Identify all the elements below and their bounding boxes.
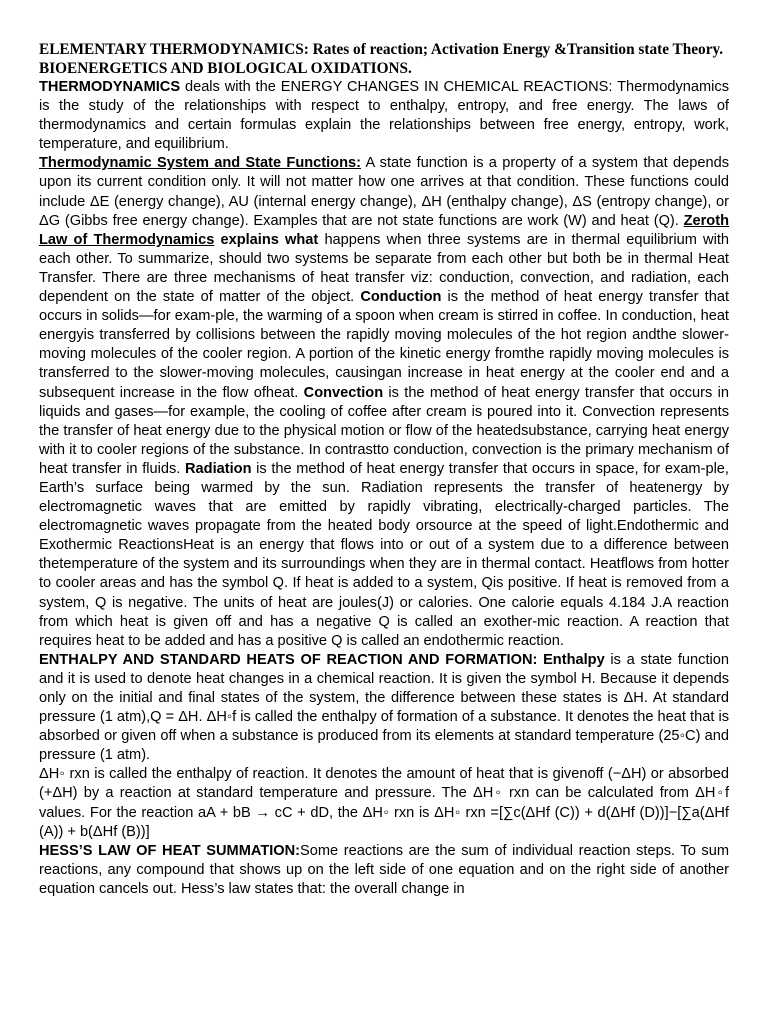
paragraph-text: deals with the ENERGY CHANGES IN CHEMICAL REACTIONS: Thermodynamics is the study of the relationships with respect to enthalpy, entropy, and free energy. The laws of thermodynamics and certain formulas explain the relationships between free energy, entropy, work, temperature, and equilibrium. [39, 79, 729, 153]
term-zeroth-law: Zeroth Law of Thermodynamics [39, 212, 729, 248]
paragraph-text: is the method of heat energy transfer that occurs in space, for exam-ple, Earth’s surface being warmed by the sun. Radiation represents the transfer of heatenergy by electromagnetic waves that are emitted by rapidly vibrating, electrically-charged particles. The electromagnetic waves propagate from the heated body orsource at the speed of light.Endothermic and Exothermic ReactionsHeat is an energy that flows into or out of a system due to a difference between thetemperature of the system and its surroundings when they are in thermal contact. Heatflows from hotter to cooler areas and has the symbol Q. If heat is added to a system, Qis positive. If heat is removed from a system, Q is negative. The units of heat are joules(J) or calories. One calorie equals 4.184 J.A reaction from which heat is given off and has a negative Q is called an exother-mic reaction. A reaction that requires heat to be added and has a positive Q is called an endothermic reaction. [39, 460, 729, 649]
paragraph-text: A state function is a property of a system that depends upon its current condition only. It will not matter how one arrives at that condition. These functions could include ΔE (energy change), AU (internal energy change), ΔH (enthalpy change), ΔS (entropy change), or ΔG (Gibbs free energy change). Examples that are not state functions are work (W) and heat (Q). [39, 155, 729, 229]
paragraph-enthalpy-of-reaction: ΔH◦ rxn is called the enthalpy of reaction. It denotes the amount of heat that is givenoff (−ΔH) or absorbed (+ΔH) by a reaction at standard temperature and pressure. The ΔH◦ rxn can be calculated from ΔH◦f values. For the reaction aA + bB → cC + dD, the ΔH◦ rxn is ΔH◦ rxn =[∑c(ΔHf (C)) + d(ΔHf (D))]−[∑a(ΔHf (A)) + b(ΔHf (B))] [39, 766, 729, 840]
paragraph-hess-law [39, 842, 729, 899]
heading-state-functions: Thermodynamic System and State Functions: [39, 155, 361, 172]
paragraph-text: is a state function and it is used to denote heat changes in a chemical reaction. It is given the symbol H. Because it depends only on the initial and final states of the system, the difference between these states is ΔH. At standard pressure (1 atm),Q = ΔH. ΔH◦f is called the enthalpy of formation of a substance. It denotes the heat that is absorbed or given off when a substance is produced from its elements at standard temperature (25◦C) and pressure (1 atm). [39, 651, 729, 764]
paragraph-thermodynamics [39, 78, 729, 154]
term-explains-what: explains what [214, 231, 319, 248]
document-page [39, 40, 729, 899]
paragraph-state-functions [39, 154, 729, 650]
heading-hess-law: HESS’S LAW OF HEAT SUMMATION: [39, 842, 301, 859]
term-conduction: Conduction [360, 289, 442, 306]
term-radiation: Radiation [185, 460, 252, 477]
paragraph-text: is the method of heat energy transfer that occurs in liquids and gases—for example, the cooling of coffee after cream is poured into it. Convection represents the transfer of heat energy due to the physical motion or flow of the heatedsubstance, carrying heat energy with it to cooler regions of the substance. In contrastto conduction, convection is the primary mechanism of heat transfer in fluids. [39, 384, 729, 477]
document-title: ELEMENTARY THERMODYNAMICS: Rates of reaction; Activation Energy &Transition state Theory. [39, 41, 724, 58]
paragraph-enthalpy [39, 651, 729, 766]
document-subtitle: BIOENERGETICS AND BIOLOGICAL OXIDATIONS. [39, 60, 412, 77]
term-convection: Convection [303, 384, 384, 401]
heading-enthalpy: ENTHALPY AND STANDARD HEATS OF REACTION AND FORMATION: [39, 651, 538, 668]
paragraph-text: happens when three systems are in thermal equilibrium with each other. To summarize, should two systems be separate from each other but both be in thermal Heat Transfer. There are three mechanisms of heat transfer viz: conduction, convection, and radiation, each dependent on the state of matter of the object. [39, 231, 729, 306]
term-enthalpy: Enthalpy [537, 651, 605, 668]
paragraph-text: Some reactions are the sum of individual reaction steps. To sum reactions, any compound that shows up on the left side of one equation and on the right side of another equation cancels out. Hess’s law states that: the overall change in [39, 842, 729, 897]
term-thermodynamics: THERMODYNAMICS [39, 79, 181, 95]
paragraph-text: is the method of heat energy transfer that occurs in solids—for exam-ple, the warming of a spoon when cream is stirred in coffee. In conduction, heat energyis transferred by collisions between the rapidly moving molecules of the hot region andthe slower-moving molecules of the cooler region. A portion of the kinetic energy fromthe rapidly moving molecules is transferred to the slower-moving molecules, causingan increase in heat energy at the cooler end and a subsequent increase in the flow ofheat. [39, 289, 729, 401]
